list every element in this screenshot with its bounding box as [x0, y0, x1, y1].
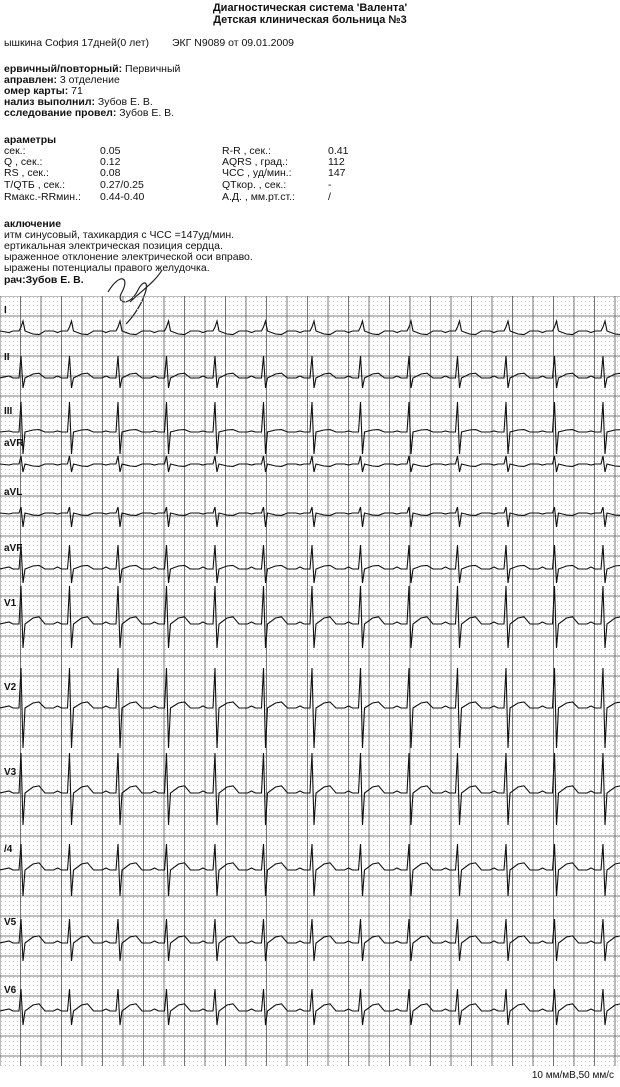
- param-label: Rмакс.-RRмин.:: [4, 191, 81, 203]
- info-value: Первичный: [125, 63, 181, 75]
- doctor-signature-line: рач:Зубов Е. В.: [4, 274, 84, 286]
- param-label: T/QTБ , сек.:: [4, 179, 66, 191]
- param-value: /: [328, 191, 331, 203]
- param-value: 0.41: [328, 145, 349, 157]
- calibration-label: 10 мм/мВ,50 мм/с: [531, 1070, 614, 1081]
- lead-label: aVR: [4, 438, 24, 449]
- info-value: 71: [71, 85, 83, 97]
- lead-label: /4: [4, 844, 13, 855]
- lead-label: III: [4, 406, 13, 417]
- param-label: R-R , сек.:: [222, 145, 271, 157]
- param-label: AQRS , град.:: [222, 156, 288, 168]
- info-label: нализ выполнил:: [4, 96, 95, 108]
- lead-label: V6: [4, 985, 17, 996]
- hospital-title: Детская клиническая больница №3: [213, 14, 407, 26]
- param-label: Q , сек.:: [4, 156, 43, 168]
- param-label: ЧСС , уд/мин.:: [222, 167, 292, 179]
- lead-label: V2: [4, 682, 17, 693]
- lead-label: V3: [4, 767, 17, 778]
- param-value: 0.12: [100, 156, 121, 168]
- conclusion-line: ыражены потенциалы правого желудочка.: [4, 262, 210, 274]
- conclusion-line: итм синусовый, тахикардия с ЧСС =147уд/мин.: [4, 229, 235, 241]
- conclusion-title: аключение: [4, 218, 62, 230]
- param-value: -: [328, 179, 332, 191]
- param-value: 0.05: [100, 145, 121, 157]
- conclusion-line: ыраженное отклонение электрической оси вправо.: [4, 251, 253, 263]
- param-label: RS , сек.:: [4, 167, 49, 179]
- info-label: омер карты:: [4, 85, 69, 97]
- param-value: 112: [328, 156, 345, 168]
- info-row: [4, 108, 174, 119]
- params-title: араметры: [4, 134, 57, 146]
- system-title: Диагностическая система 'Валента': [212, 2, 408, 14]
- info-value: Зубов Е. В.: [119, 107, 175, 119]
- param-label: А.Д. , мм.рт.ст.:: [222, 191, 295, 203]
- info-value: Зубов Е. В.: [97, 96, 153, 108]
- param-label: QTкор. , сек.:: [222, 179, 287, 191]
- patient-name: ышкина София 17дней(0 лет): [4, 37, 150, 49]
- info-label: сследование провел:: [4, 107, 117, 119]
- info-label: аправлен:: [4, 74, 57, 86]
- lead-label: II: [4, 352, 10, 363]
- info-value: 3 отделение: [59, 74, 120, 86]
- ecg-number: ЭКГ N9089 от 09.01.2009: [172, 37, 295, 49]
- lead-label: aVF: [4, 543, 23, 554]
- conclusion-line: ертикальная электрическая позиция сердца.: [4, 240, 223, 252]
- lead-label: aVL: [4, 487, 23, 498]
- param-value: 147: [328, 167, 346, 179]
- lead-label: V5: [4, 917, 17, 928]
- param-value: 0.08: [100, 167, 121, 179]
- info-label: ервичный/повторный:: [4, 63, 123, 75]
- param-label: сек.:: [4, 145, 26, 157]
- lead-label: V1: [4, 598, 17, 609]
- param-value: 0.44-0.40: [100, 191, 145, 203]
- param-value: 0.27/0.25: [100, 179, 144, 191]
- ecg-traces: [0, 296, 620, 1066]
- lead-label: I: [4, 305, 7, 316]
